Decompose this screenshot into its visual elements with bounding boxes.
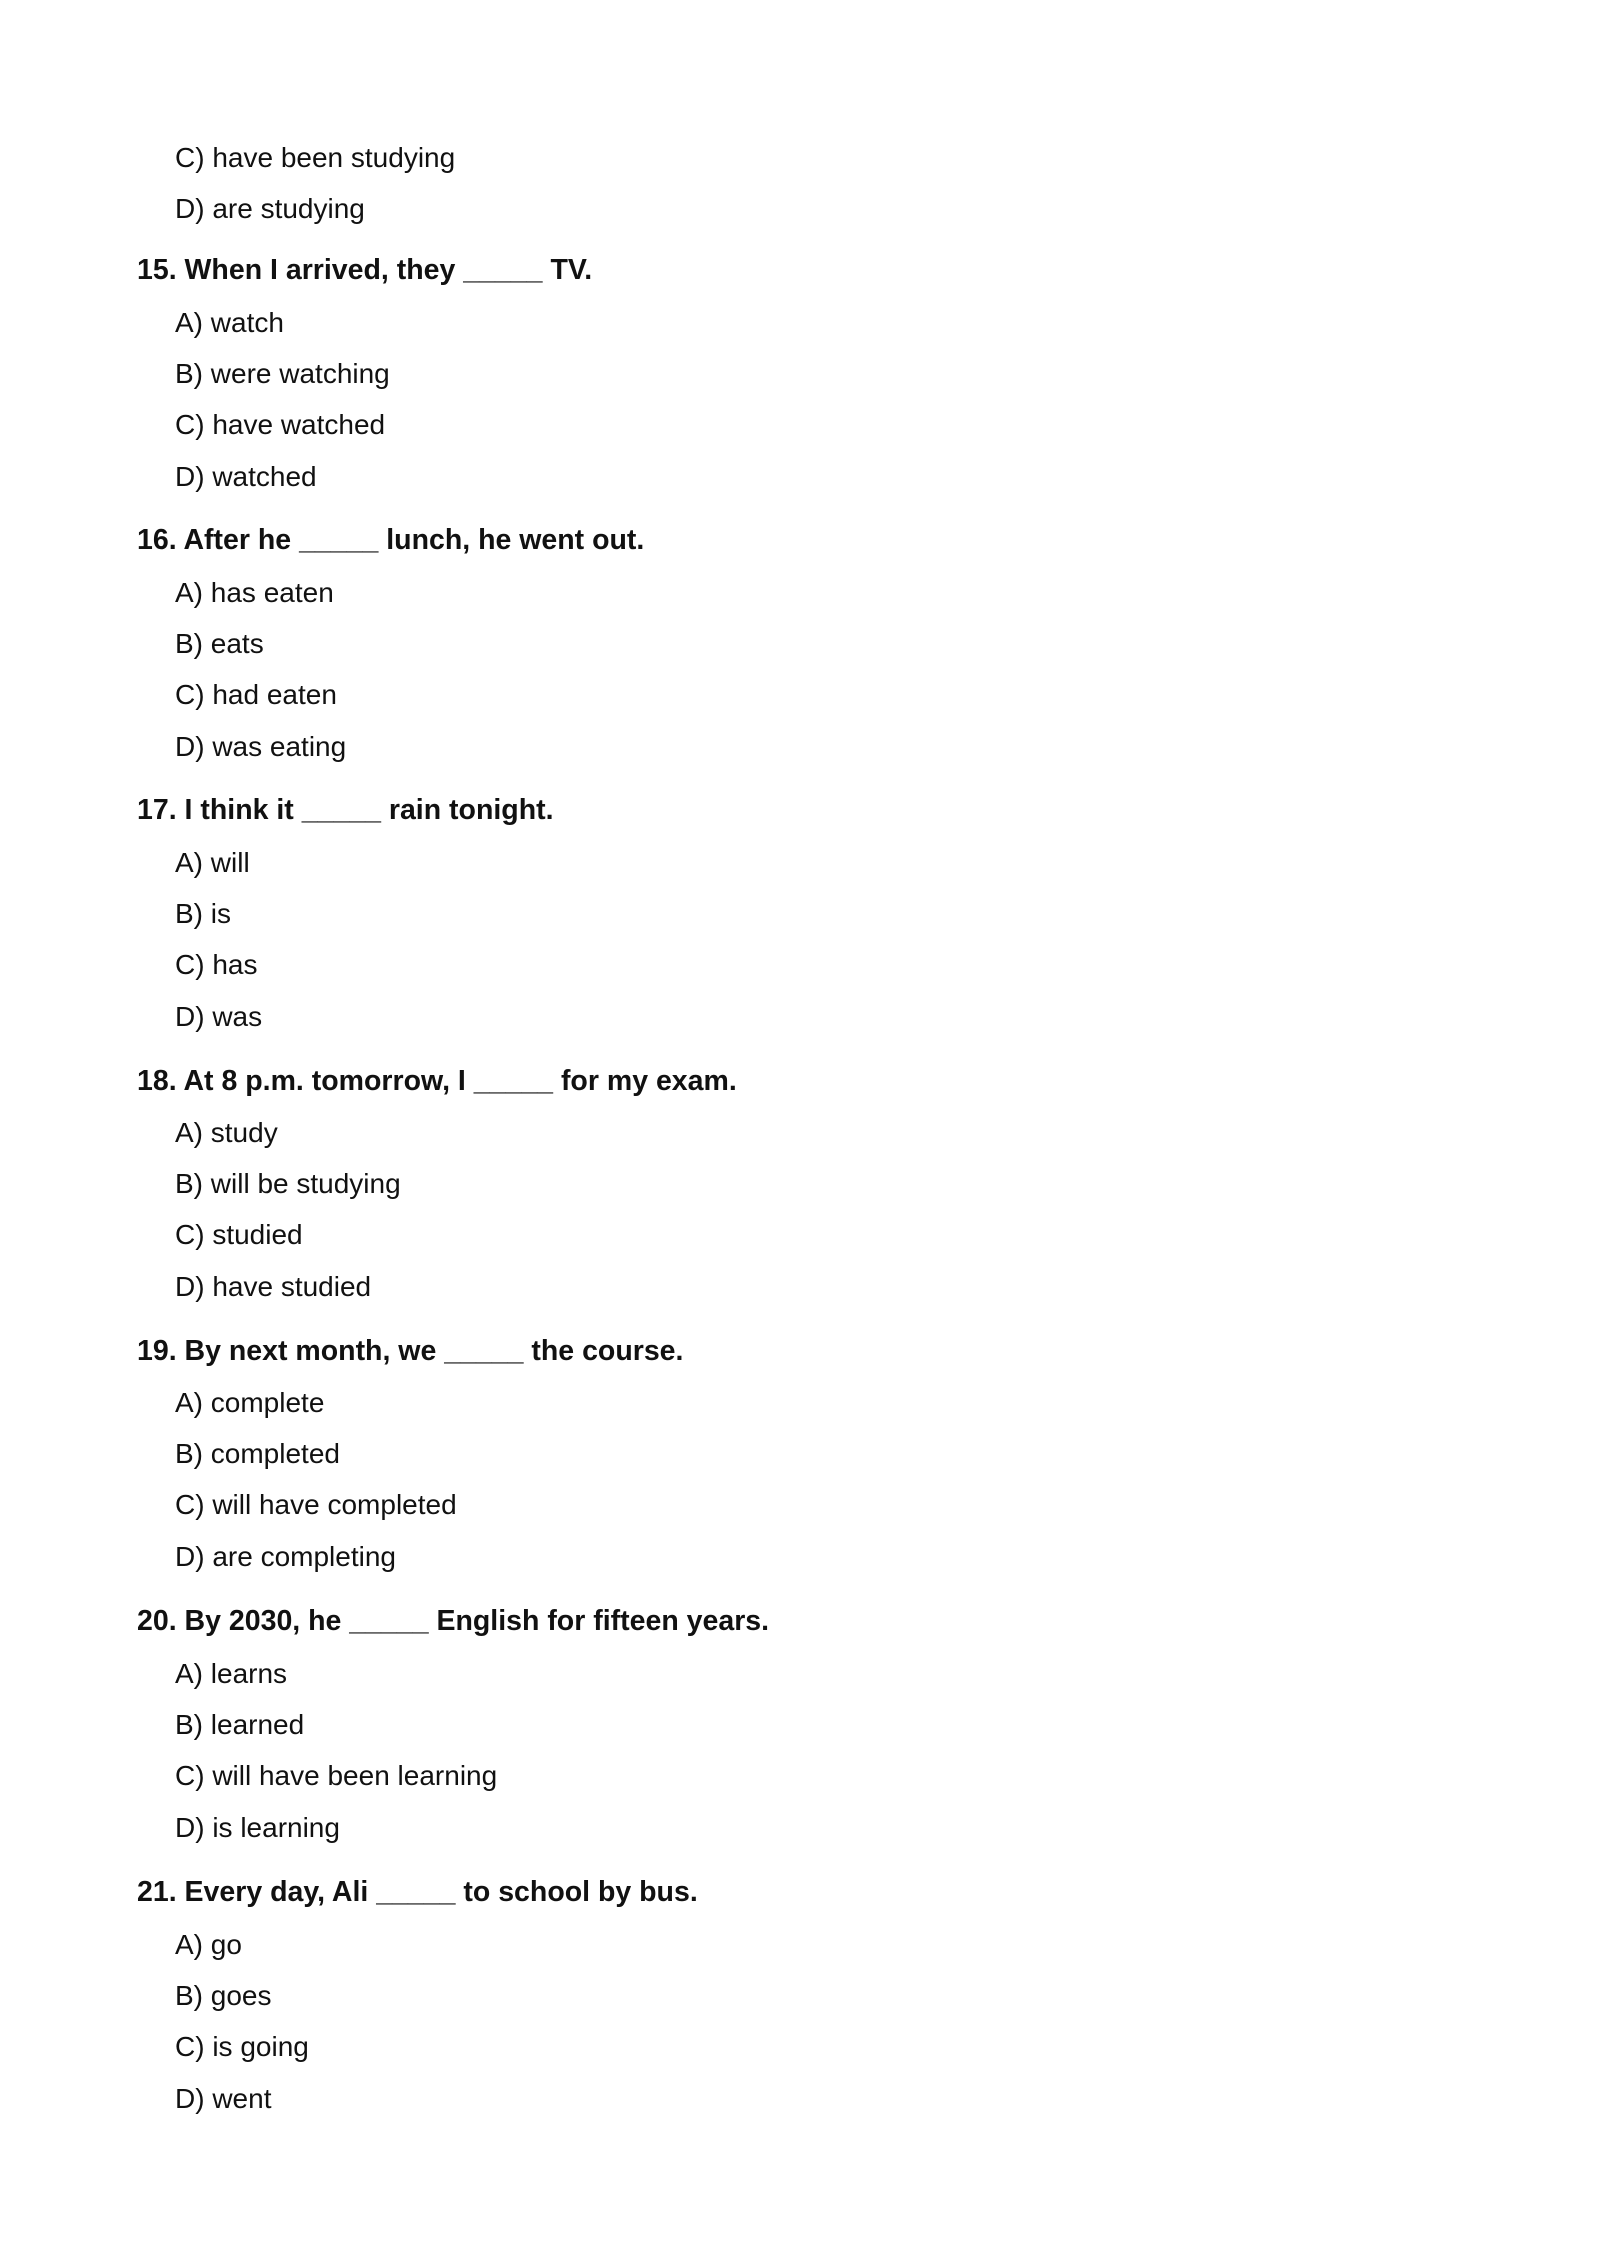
option-a-q16: A) has eaten (175, 577, 334, 608)
question-21: 21. Every day, Ali _____ to school by bus. (137, 1876, 698, 1908)
option-d-q15: D) watched (175, 461, 317, 492)
question-19: 19. By next month, we _____ the course. (137, 1335, 684, 1367)
option-d-q19: D) are completing (175, 1541, 396, 1572)
option-c-q17: C) has (175, 949, 258, 980)
option-b-q21: B) goes (175, 1980, 272, 2011)
question-20: 20. By 2030, he _____ English for fifteen years. (137, 1605, 770, 1637)
question-15: 15. When I arrived, they _____ TV. (137, 254, 593, 286)
question-17: 17. I think it _____ rain tonight. (137, 794, 554, 826)
option-d-q14: D) are studying (175, 193, 365, 224)
question-18: 18. At 8 p.m. tomorrow, I _____ for my exam. (137, 1065, 737, 1097)
option-d-q20: D) is learning (175, 1812, 340, 1843)
option-b-q18: B) will be studying (175, 1168, 401, 1199)
option-c-q20: C) will have been learning (175, 1760, 498, 1791)
option-d-q17: D) was (175, 1001, 263, 1032)
option-a-q17: A) will (175, 847, 250, 878)
option-c-q14: C) have been studying (175, 142, 456, 173)
option-d-q21: D) went (175, 2083, 272, 2114)
option-a-q20: A) learns (175, 1658, 288, 1689)
option-c-q21: C) is going (175, 2031, 309, 2062)
option-a-q19: A) complete (175, 1387, 325, 1418)
option-b-q15: B) were watching (175, 358, 390, 389)
option-d-q18: D) have studied (175, 1271, 372, 1302)
option-c-q19: C) will have completed (175, 1489, 457, 1520)
question-16: 16. After he _____ lunch, he went out. (137, 524, 645, 556)
option-a-q15: A) watch (175, 307, 284, 338)
option-c-q16: C) had eaten (175, 679, 337, 710)
option-b-q19: B) completed (175, 1438, 340, 1469)
option-c-q15: C) have watched (175, 409, 386, 440)
option-b-q16: B) eats (175, 628, 264, 659)
option-a-q18: A) study (175, 1117, 278, 1148)
option-b-q20: B) learned (175, 1709, 305, 1740)
option-c-q18: C) studied (175, 1219, 303, 1250)
option-d-q16: D) was eating (175, 731, 347, 762)
option-a-q21: A) go (175, 1929, 242, 1960)
option-b-q17: B) is (175, 898, 231, 929)
